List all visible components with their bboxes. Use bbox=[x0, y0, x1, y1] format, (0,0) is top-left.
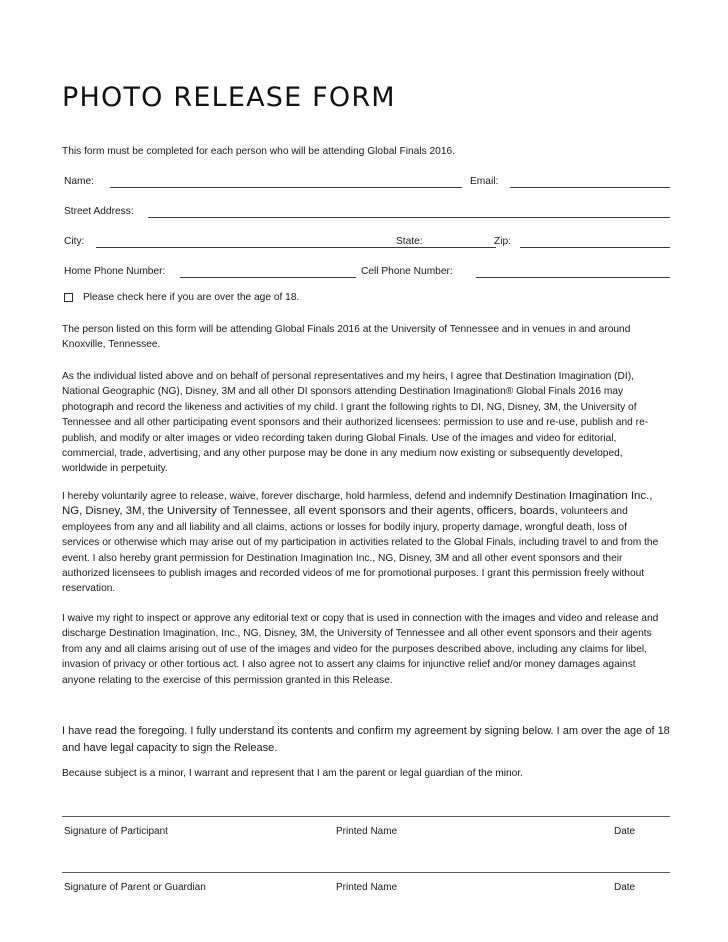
field-row-street-address bbox=[62, 202, 670, 232]
cell-phone-input[interactable] bbox=[476, 277, 670, 278]
name-label: Name: bbox=[64, 176, 95, 187]
page-title: PHOTO RELEASE FORM bbox=[62, 82, 396, 113]
field-row-phones bbox=[62, 262, 670, 292]
guardian-signature-line[interactable] bbox=[62, 872, 670, 873]
paragraph-grant: As the individual listed above and on behalf of personal representatives and my heirs, I agree that Destination Imagination (DI), National Geographic (NG), Disney, 3M and all other DI sponsors attending Destination Imagination® Global Finals 2016 may photograph and record the likeness and activities of my child. I grant the following rights to DI, NG, Disney, 3M, the University of Tennessee and all other participating event sponsors and their authorized licensees: permission to use and re-use, publish and re-publish, and modify or alter images or video recording taken during Global Finals. Use of the images and video for editorial, commercial, trade, advertising, and any other purpose may be done in any medium now existing or subsequently developed, worldwide in perpetuity. bbox=[62, 371, 649, 475]
email-input[interactable] bbox=[510, 187, 670, 188]
guardian-signature-label: Signature of Parent or Guardian bbox=[64, 882, 206, 893]
city-label: City: bbox=[64, 236, 85, 247]
indemnify-rest-text: volunteers and employees from any and all liability and all claims, actions or losses for bodily injury, property damage, wrongful death, loss of services or otherwise which may arise out of my participation in activities related to the Global Finals, including travel to and from the event. I also hereby grant permission for Destination Imagination Inc., NG, Disney, 3M and all other event sponsors and their authorized licensees to publish images and recorded videos of me for promotional purposes. I grant this permission freely without reservation. bbox=[62, 506, 659, 595]
email-label: Email: bbox=[470, 176, 499, 187]
intro-text: This form must be completed for each person who will be attending Global Finals 2016. bbox=[62, 146, 455, 157]
home-phone-label: Home Phone Number: bbox=[64, 266, 166, 277]
guardian-date-label: Date bbox=[614, 882, 636, 893]
participant-printed-name-label: Printed Name bbox=[336, 826, 398, 837]
participant-signature-line[interactable] bbox=[62, 816, 670, 817]
participant-signature-labels bbox=[62, 825, 670, 839]
field-row-name-email bbox=[62, 172, 670, 202]
guardian-printed-name-label: Printed Name bbox=[336, 882, 398, 893]
cell-phone-label: Cell Phone Number: bbox=[361, 266, 453, 277]
age-checkbox-label: Please check here if you are over the age of 18. bbox=[83, 292, 300, 303]
state-label: State: bbox=[396, 236, 423, 247]
participant-signature-label: Signature of Participant bbox=[64, 826, 168, 837]
age-checkbox[interactable] bbox=[64, 293, 73, 302]
state-input[interactable] bbox=[434, 247, 496, 248]
guardian-signature-labels bbox=[62, 881, 670, 895]
street-address-label: Street Address: bbox=[64, 206, 134, 217]
form-fields bbox=[62, 172, 670, 292]
street-address-input[interactable] bbox=[148, 217, 670, 218]
home-phone-input[interactable] bbox=[180, 277, 356, 278]
indemnify-lead-text: I hereby voluntarily agree to release, waive, forever discharge, hold harmless, defend and indemnify Destination bbox=[62, 491, 569, 502]
paragraph-waiver: I waive my right to inspect or approve any editorial text or copy that is used in connection with the images and video and release and discharge Destination Imagination, Inc., NG, Disney, 3M, the University of Tennessee and all other event sponsors and their agents from any and all claims arising out of use of the images and video for the purposes described above, including any claims for libel, invasion of privacy or other tortious act. I also agree not to assert any claims for injunctive relief and/or money damages against anyone relating to the exercise of this permission granted in this Release. bbox=[62, 613, 659, 686]
paragraph-venue: The person listed on this form will be attending Global Finals 2016 at the University of Tennessee and in venues in and around Knoxville, Tennessee. bbox=[62, 324, 631, 351]
field-row-city-state-zip bbox=[62, 232, 670, 262]
participant-date-label: Date bbox=[614, 826, 636, 837]
paragraph-minor: Because subject is a minor, I warrant and represent that I am the parent or legal guardian of the minor. bbox=[62, 768, 523, 779]
zip-input[interactable] bbox=[520, 247, 670, 248]
paragraph-indemnify bbox=[62, 489, 666, 597]
name-input[interactable] bbox=[110, 187, 462, 188]
zip-label: Zip: bbox=[494, 236, 511, 247]
indemnify-emphasis-text: Imagination Inc., NG, Disney, 3M, the University of Tennessee, all event sponsors and their agents, officers, boards, bbox=[62, 490, 653, 518]
paragraph-acknowledgement: I have read the foregoing. I fully understand its contents and confirm my agreement by signing below. I am over the age of 18 and have legal capacity to sign the Release. bbox=[62, 725, 670, 754]
